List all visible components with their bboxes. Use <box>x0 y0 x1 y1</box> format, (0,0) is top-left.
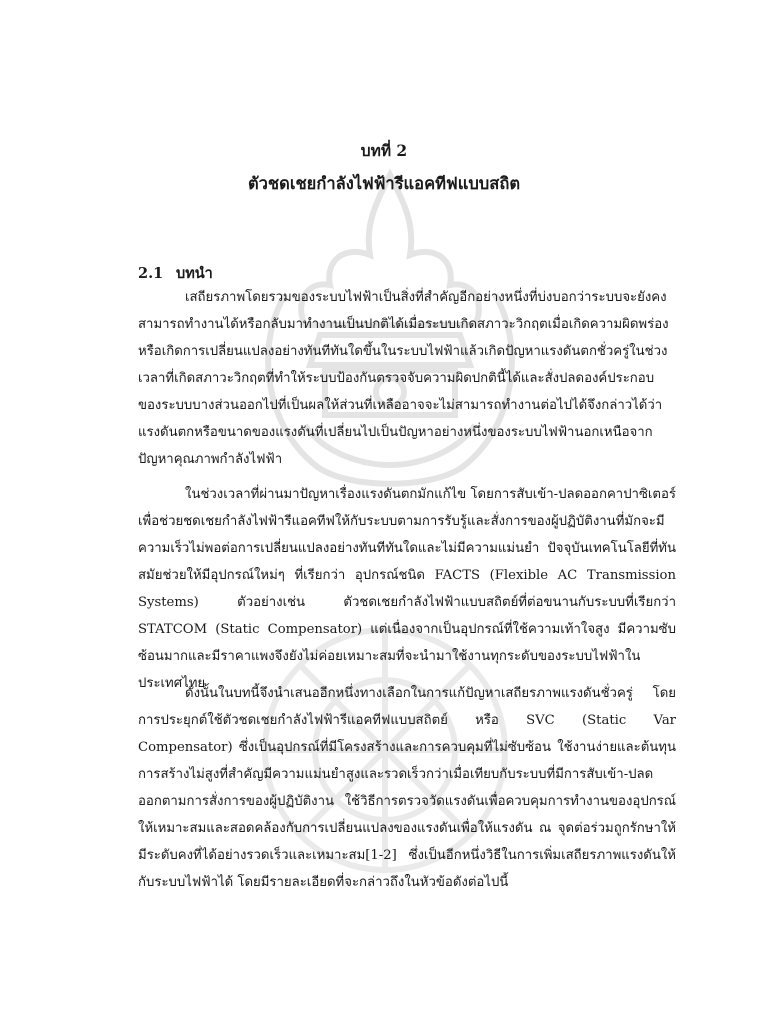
paragraph-3: ดังนั้นในบทนี้จึงนำเสนออีกหนึ่งทางเลือกในการแก้ปัญหาเสถียรภาพแรงดันชั่วครู่ โดยการประยุกต์ใช้ตัวชดเชยกำลังไฟฟ้ารีแอคทีฟแบบสถิตย์ หรือ SVC (Static Var Compensator) ซึ่งเป็นอุปกรณ์ที่มีโครงสร้างและการควบคุมที่ไม่ซับซ้อน ใช้งานง่ายและต้นทุนการสร้างไม่สูงที่สำคัญมีความแม่นยำสูงและรวดเร็วกว่าเมื่อเทียบกับระบบที่มีการสับเข้า-ปลดออกตามการสั่งการของผู้ปฏิบัติงาน ใช้วิธีการตรวจวัดแรงดันเพื่อควบคุมการทำงานของอุปกรณ์ให้เหมาะสมและสอดคล้องกับการเปลี่ยนแปลงของแรงดันเพื่อให้แรงดัน ณ จุดต่อร่วมถูกรักษาให้มีระดับคงที่ได้อย่างรวดเร็วและเหมาะสม[1-2] ซึ่งเป็นอีกหนึ่งวิธีในการเพิ่มเสถียรภาพแรงดันให้กับระบบไฟฟ้าได้ โดยมีรายละเอียดที่จะกล่าวถึงในหัวข้อดังต่อไปนี้ <box>138 686 676 890</box>
paragraph-2: ในช่วงเวลาที่ผ่านมาปัญหาเรื่องแรงดันตกมักแก้ไข โดยการสับเข้า-ปลดออกคาปาซิเตอร์เพื่อช่วยชดเชยกำลังไฟฟ้ารีแอคทีฟให้กับระบบตามการรับรู้และสั่งการของผู้ปฏิบัติงานที่มักจะมีความเร็วไม่พอต่อการเปลี่ยนแปลงอย่างทันทีทันใดและไม่มีความแม่นยำ ปัจจุบันเทคโนโลยีที่ทันสมัยช่วยให้มีอุปกรณ์ใหม่ๆ ที่เรียกว่า อุปกรณ์ชนิด FACTS (Flexible AC Transmission Systems) ตัวอย่างเช่น ตัวชดเชยกำลังไฟฟ้าแบบสถิตย์ที่ต่อขนานกับระบบที่เรียกว่า STATCOM (Static Compensator) แต่เนื่องจากเป็นอุปกรณ์ที่ใช้ความเท้าใจสูง มีความซับซ้อนมากและมีราคาแพงจึงยังไม่ค่อยเหมาะสมที่จะนำมาใช้งานทุกระดับของระบบไฟฟ้าในประเทศไทย <box>138 487 676 691</box>
paragraph-1: เสถียรภาพโดยรวมของระบบไฟฟ้าเป็นสิ่งที่สำคัญอีกอย่างหนึ่งที่บ่งบอกว่าระบบจะยังคงสามารถทำงานได้หรือกลับมาทำงานเป็นปกติได้เมื่อระบบเกิดสภาวะวิกฤตเมื่อเกิดความผิดพร่องหรือเกิดการเปลี่ยนแปลงอย่างทันทีทันใดขึ้นในระบบไฟฟ้าแล้วเกิดปัญหาแรงดันตกชั่วครู่ในช่วงเวลาที่เกิดสภาวะวิกฤตที่ทำให้ระบบป้องกันตรวจจับความผิดปกตินี้ได้และสั่งปลดองค์ประกอบของระบบบางส่วนออกไปที่เป็นผลให้ส่วนที่เหลืออาจจะไม่สามารถทำงานต่อไปได้จึงกล่าวได้ว่าแรงดันตกหรือขนาดของแรงดันที่เปลี่ยนไปเป็นปัญหาอย่างหนึ่งของระบบไฟฟ้านอกเหนือจากปัญหาคุณภาพกำลังไฟฟ้า <box>138 290 669 467</box>
chapter-number: บทที่ 2 <box>360 141 408 160</box>
chapter-title: ตัวชดเชยกำลังไฟฟ้ารีแอคทีฟแบบสถิต <box>247 174 521 193</box>
section-heading <box>138 262 213 285</box>
section-number: 2.1 <box>138 265 164 282</box>
section-title: บทนำ <box>176 265 213 282</box>
